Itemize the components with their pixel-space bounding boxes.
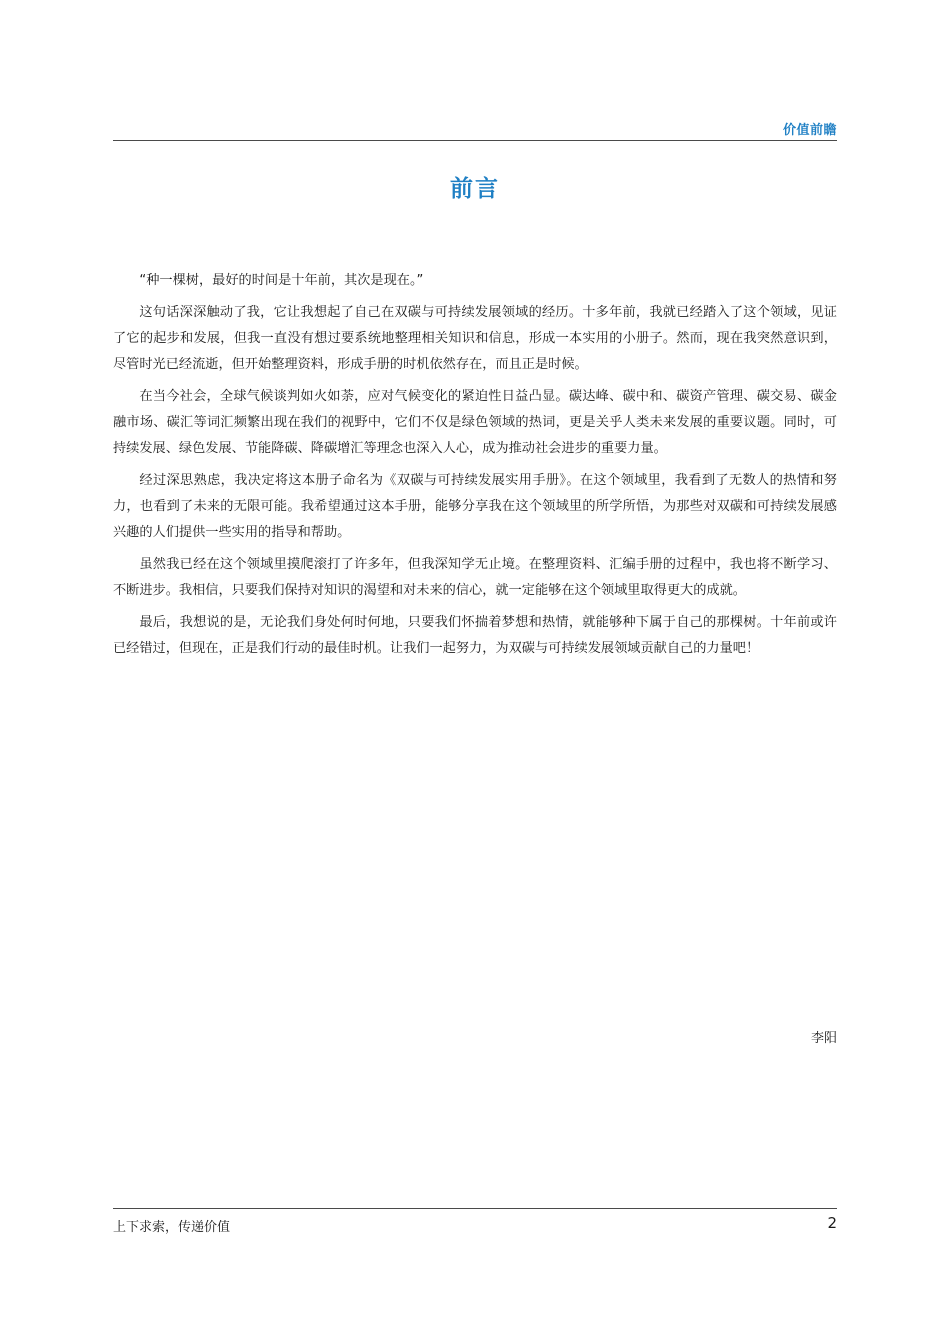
preface-paragraph: 这句话深深触动了我，它让我想起了自己在双碳与可持续发展领域的经历。十多年前，我就已经踏入了这个领域，见证了它的起步和发展，但我一直没有想过要系统地整理相关知识和信息，形成一本实用的小册子。然而，现在我突然意识到，尽管时光已经流逝，但开始整理资料，形成手册的时机依然存在，而且正是时候。 — [113, 305, 837, 372]
preface-body — [113, 268, 837, 668]
footer-divider — [113, 1208, 837, 1209]
preface-paragraph: 经过深思熟虑，我决定将这本册子命名为《双碳与可持续发展实用手册》。在这个领域里，我看到了无数人的热情和努力，也看到了未来的无限可能。我希望通过这本手册，能够分享我在这个领域里的所学所悟，为那些对双碳和可持续发展感兴趣的人们提供一些实用的指导和帮助。 — [113, 473, 837, 540]
author-signature: 李阳 — [810, 1031, 837, 1046]
footer-slogan: 上下求索，传递价值 — [113, 1220, 231, 1235]
preface-paragraph: 虽然我已经在这个领域里摸爬滚打了许多年，但我深知学无止境。在整理资料、汇编手册的过程中，我也将不断学习、不断进步。我相信，只要我们保持对知识的渴望和对未来的信心，就一定能够在这个领域里取得更大的成就。 — [113, 557, 837, 598]
header-section-label: 价值前瞻 — [782, 123, 837, 138]
preface-paragraph: 最后，我想说的是，无论我们身处何时何地，只要我们怀揣着梦想和热情，就能够种下属于自己的那棵树。十年前或许已经错过，但现在，正是我们行动的最佳时机。让我们一起努力，为双碳与可持续发展领域贡献自己的力量吧！ — [113, 615, 837, 656]
page-title: 前言 — [450, 176, 500, 202]
header-divider — [113, 140, 837, 141]
page-number: 2 — [827, 1214, 837, 1232]
preface-paragraph: 在当今社会，全球气候谈判如火如荼，应对气候变化的紧迫性日益凸显。碳达峰、碳中和、碳资产管理、碳交易、碳金融市场、碳汇等词汇频繁出现在我们的视野中，它们不仅是绿色领域的热词，更是关乎人类未来发展的重要议题。同时，可持续发展、绿色发展、节能降碳、降碳增汇等理念也深入人心，成为推动社会进步的重要力量。 — [113, 389, 837, 456]
preface-paragraph-quote: “种一棵树，最好的时间是十年前，其次是现在。” — [139, 273, 424, 288]
